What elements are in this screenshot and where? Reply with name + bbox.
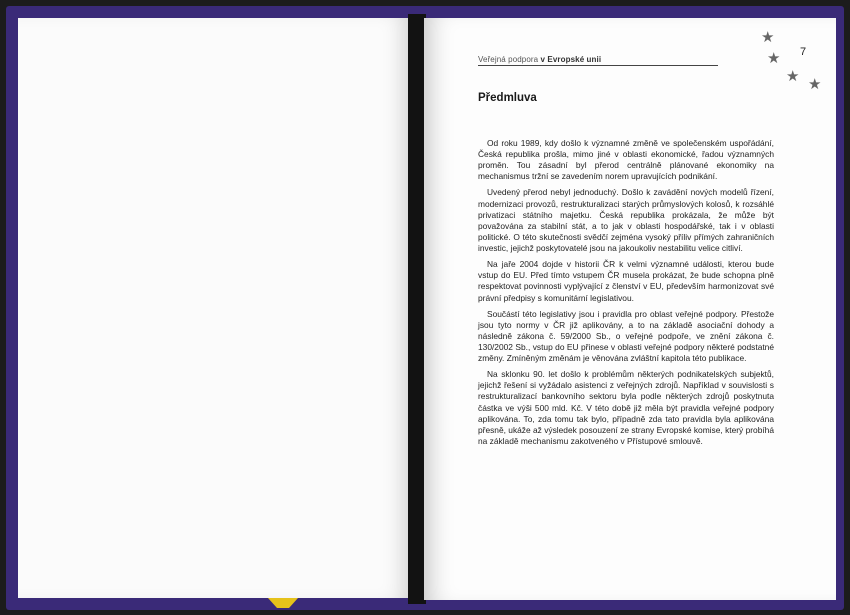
running-head-title: Veřejná podpora	[478, 55, 539, 64]
star-icon: ★	[767, 50, 781, 67]
star-icon: ★	[786, 68, 800, 85]
paragraph: Od roku 1989, kdy došlo k významné změně ve společenském uspořádání, Česká republika prošla, mimo jiné v oblasti ekonomické, řadou významných proměn. Tou zásadní byl přerod centrálně plánované ekonomiky na mechanismus tržní se zavedením norem upravujících podnikání.	[478, 138, 774, 182]
paragraph: Uvedený přerod nebyl jednoduchý. Došlo k zavádění nových modelů řízení, modernizaci provozů, restrukturalizaci starých průmyslových kolosů, k rozsáhlé privatizaci státního majetku. Česká republika prokázala, že může být považována za stabilní stát, a to jak v oblasti hospodářské, tak i v oblasti politické. O této skutečnosti svědčí zejména vysoký příliv přímých zahraničních investic, jejichž poskytovatelé jsou na jakoukoliv nestabilitu velice citliví.	[478, 187, 774, 254]
star-icon: ★	[808, 76, 822, 93]
paragraph: Součástí této legislativy jsou i pravidla pro oblast veřejné podpory. Přestože jsou tyto normy v ČR již aplikovány, a to na základě asociační dohody a následně zákona č. 59/2000 Sb., o veřejné podpoře, ve znění zákona č. 130/2002 Sb., vstup do EU přinese v oblasti veřejné podpory některé podstatné změny. Zmíněným změnám je věnována zvláštní kapitola této publikace.	[478, 308, 774, 364]
page-number: 7	[800, 46, 807, 58]
paragraph: Na sklonku 90. let došlo k problémům některých podnikatelských subjektů, jejichž řešení si vyžádalo asistenci z veřejných zdrojů. Například v souvislosti s restrukturalizací bankovního sektoru byla podle některých zdrojů poskytnuta částka ve výši 500 mld. Kč. V této době již měla být pravidla veřejné podpory aplikována. To, zda tomu tak bylo, případně zda tato pravidla byla aplikována přesně, ukáže až výsledek posouzení ze strany Evropské komise, který probíhá na základě mechanismu zakotveného v Přístupové smlouvě.	[478, 369, 774, 447]
running-head	[478, 55, 718, 66]
chapter-heading: Předmluva	[478, 92, 537, 104]
left-page	[18, 18, 410, 598]
star-icon: ★	[761, 29, 775, 46]
paragraph: Na jaře 2004 dojde v historii ČR k velmi významné události, kterou bude vstup do EU. Před tímto vstupem ČR musela prokázat, že bude schopna plně respektovat povinnosti vyplývající z členství v EU, především harmonizovat své právní předpisy s komunitární legislativou.	[478, 259, 774, 303]
running-head-subtitle: v Evropské unii	[540, 55, 602, 64]
body-text	[478, 138, 774, 452]
